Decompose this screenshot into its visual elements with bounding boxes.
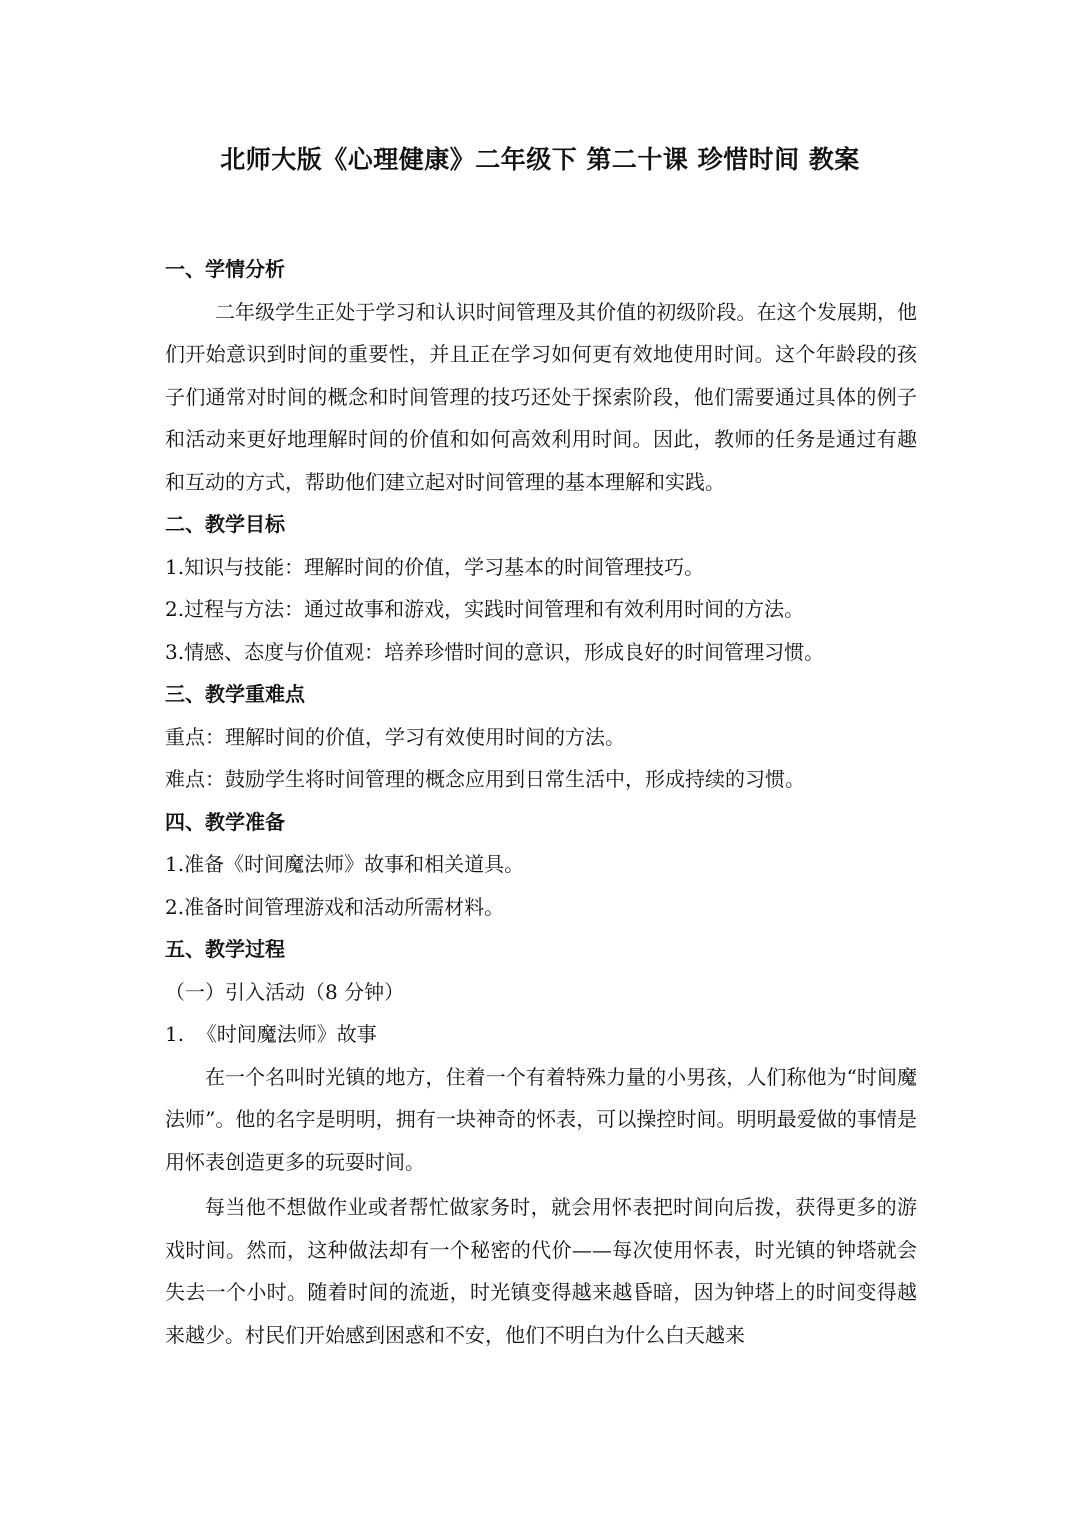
difficult-point-item: 难点：鼓励学生将时间管理的概念应用到日常生活中，形成持续的习惯。 bbox=[165, 767, 805, 791]
goal-item-knowledge: 1.知识与技能：理解时间的价值，学习基本的时间管理技巧。 bbox=[165, 554, 705, 579]
story-paragraph-1: 在一个名叫时光镇的地方，住着一个有着特殊力量的小男孩，人们称他为“时间魔法师”。他的名字是明明，拥有一块神奇的怀表，可以操控时间。明明最爱做的事情是用怀表创造更多的玩耍时间。 bbox=[165, 1064, 917, 1174]
preparation-item-story: 1.准备《时间魔法师》故事和相关道具。 bbox=[165, 852, 525, 876]
section-heading-preparation: 四、教学准备 bbox=[165, 809, 285, 834]
key-point-item: 重点：理解时间的价值，学习有效使用时间的方法。 bbox=[165, 724, 625, 749]
story-item-title: 1. 《时间魔法师》故事 bbox=[165, 1022, 377, 1046]
document-title: 北师大版《心理健康》二年级下 第二十课 珍惜时间 教案 bbox=[220, 145, 860, 174]
section-heading-key-points: 三、教学重难点 bbox=[165, 682, 305, 706]
subheading-intro-activity: （一）引入活动（8 分钟） bbox=[165, 979, 405, 1004]
paragraph-learning-analysis: 二年级学生正处于学习和认识时间管理及其价值的初级阶段。在这个发展期，他们开始意识到时间的重要性，并且正在学习如何更有效地使用时间。这个年龄段的孩子们通常对时间的概念和时间管理的技巧还处于探索阶段，他们需要通过具体的例子和活动来更好地理解时间的价值和如何高效利用时间。因此，教师的任务是通过有趣和互动的方式，帮助他们建立起对时间管理的基本理解和实践。 bbox=[165, 299, 917, 494]
story-paragraph-2: 每当他不想做作业或者帮忙做家务时，就会用怀表把时间向后拨，获得更多的游戏时间。然而，这种做法却有一个秘密的代价——每次使用怀表，时光镇的钟塔就会失去一个小时。随着时间的流逝，时光镇变得越来越昏暗，因为钟塔上的时间变得越来越少。村民们开始感到困惑和不安，他们不明白为什么白天越来 bbox=[165, 1195, 917, 1347]
document-body bbox=[165, 248, 917, 1356]
goal-item-process: 2.过程与方法：通过故事和游戏，实践时间管理和有效利用时间的方法。 bbox=[165, 597, 805, 621]
section-heading-teaching-process: 五、教学过程 bbox=[165, 937, 285, 961]
goal-item-emotion: 3.情感、态度与价值观：培养珍惜时间的意识，形成良好的时间管理习惯。 bbox=[165, 639, 825, 664]
preparation-item-materials: 2.准备时间管理游戏和活动所需材料。 bbox=[165, 894, 505, 919]
section-heading-learning-analysis: 一、学情分析 bbox=[165, 257, 285, 281]
section-heading-teaching-goals: 二、教学目标 bbox=[165, 512, 285, 536]
